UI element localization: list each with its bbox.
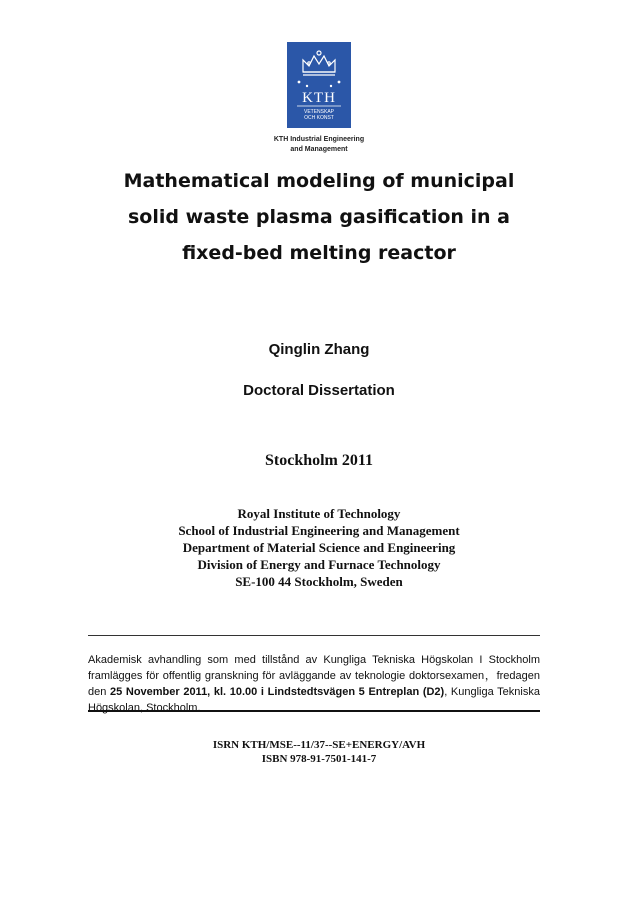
isbn-number: ISBN 978-91-7501-141-7 — [261, 753, 377, 765]
institution-line: SE-100 44 Stockholm, Sweden — [235, 574, 403, 589]
logo-line1: VETENSKAP — [303, 109, 335, 115]
place-year: Stockholm 2011 — [264, 452, 373, 469]
logo-name: KTH — [302, 90, 336, 106]
isrn-number: ISRN KTH/MSE--11/37--SE+ENERGY/AVH — [212, 739, 426, 751]
institution-line: Division of Energy and Furnace Technology — [197, 557, 441, 572]
logo-caption-line2: and Management — [290, 146, 348, 153]
author-name: Qinglin Zhang — [268, 341, 370, 358]
kth-logo — [287, 42, 351, 128]
title-line3: fixed-bed melting reactor — [182, 242, 456, 264]
institution-block — [0, 505, 638, 590]
institution-line: School of Industrial Engineering and Management — [178, 523, 460, 538]
defense-notice — [88, 652, 540, 716]
dissertation-title — [60, 163, 578, 271]
title-line2: solid waste plasma gasification in a — [127, 206, 511, 228]
logo-caption — [255, 135, 383, 155]
notice-part2: , Kungliga Tekniska Högskolan, Stockholm. — [88, 686, 540, 714]
logo-line2: OCH KONST — [304, 115, 334, 121]
title-line1: Mathematical modeling of municipal — [123, 170, 515, 192]
notice-date-location: 25 November 2011, kl. 10.00 i Lindstedtsvägen 5 Entreplan (D2) — [110, 686, 445, 698]
divider-thick — [88, 710, 540, 712]
notice-part1: Akademisk avhandling som med tillstånd av Kungliga Tekniska Högskolan I Stockholm framlägges för offentlig granskning för avläggande av teknologie doktorsexamen，fredagen den — [88, 654, 540, 698]
divider-thin — [88, 635, 540, 636]
logo-caption-line1: KTH Industrial Engineering — [273, 136, 365, 143]
document-type: Doctoral Dissertation — [243, 382, 395, 399]
institution-line: Department of Material Science and Engineering — [182, 540, 456, 555]
kth-crown-emblem — [287, 42, 351, 128]
institution-line: Royal Institute of Technology — [237, 506, 401, 521]
